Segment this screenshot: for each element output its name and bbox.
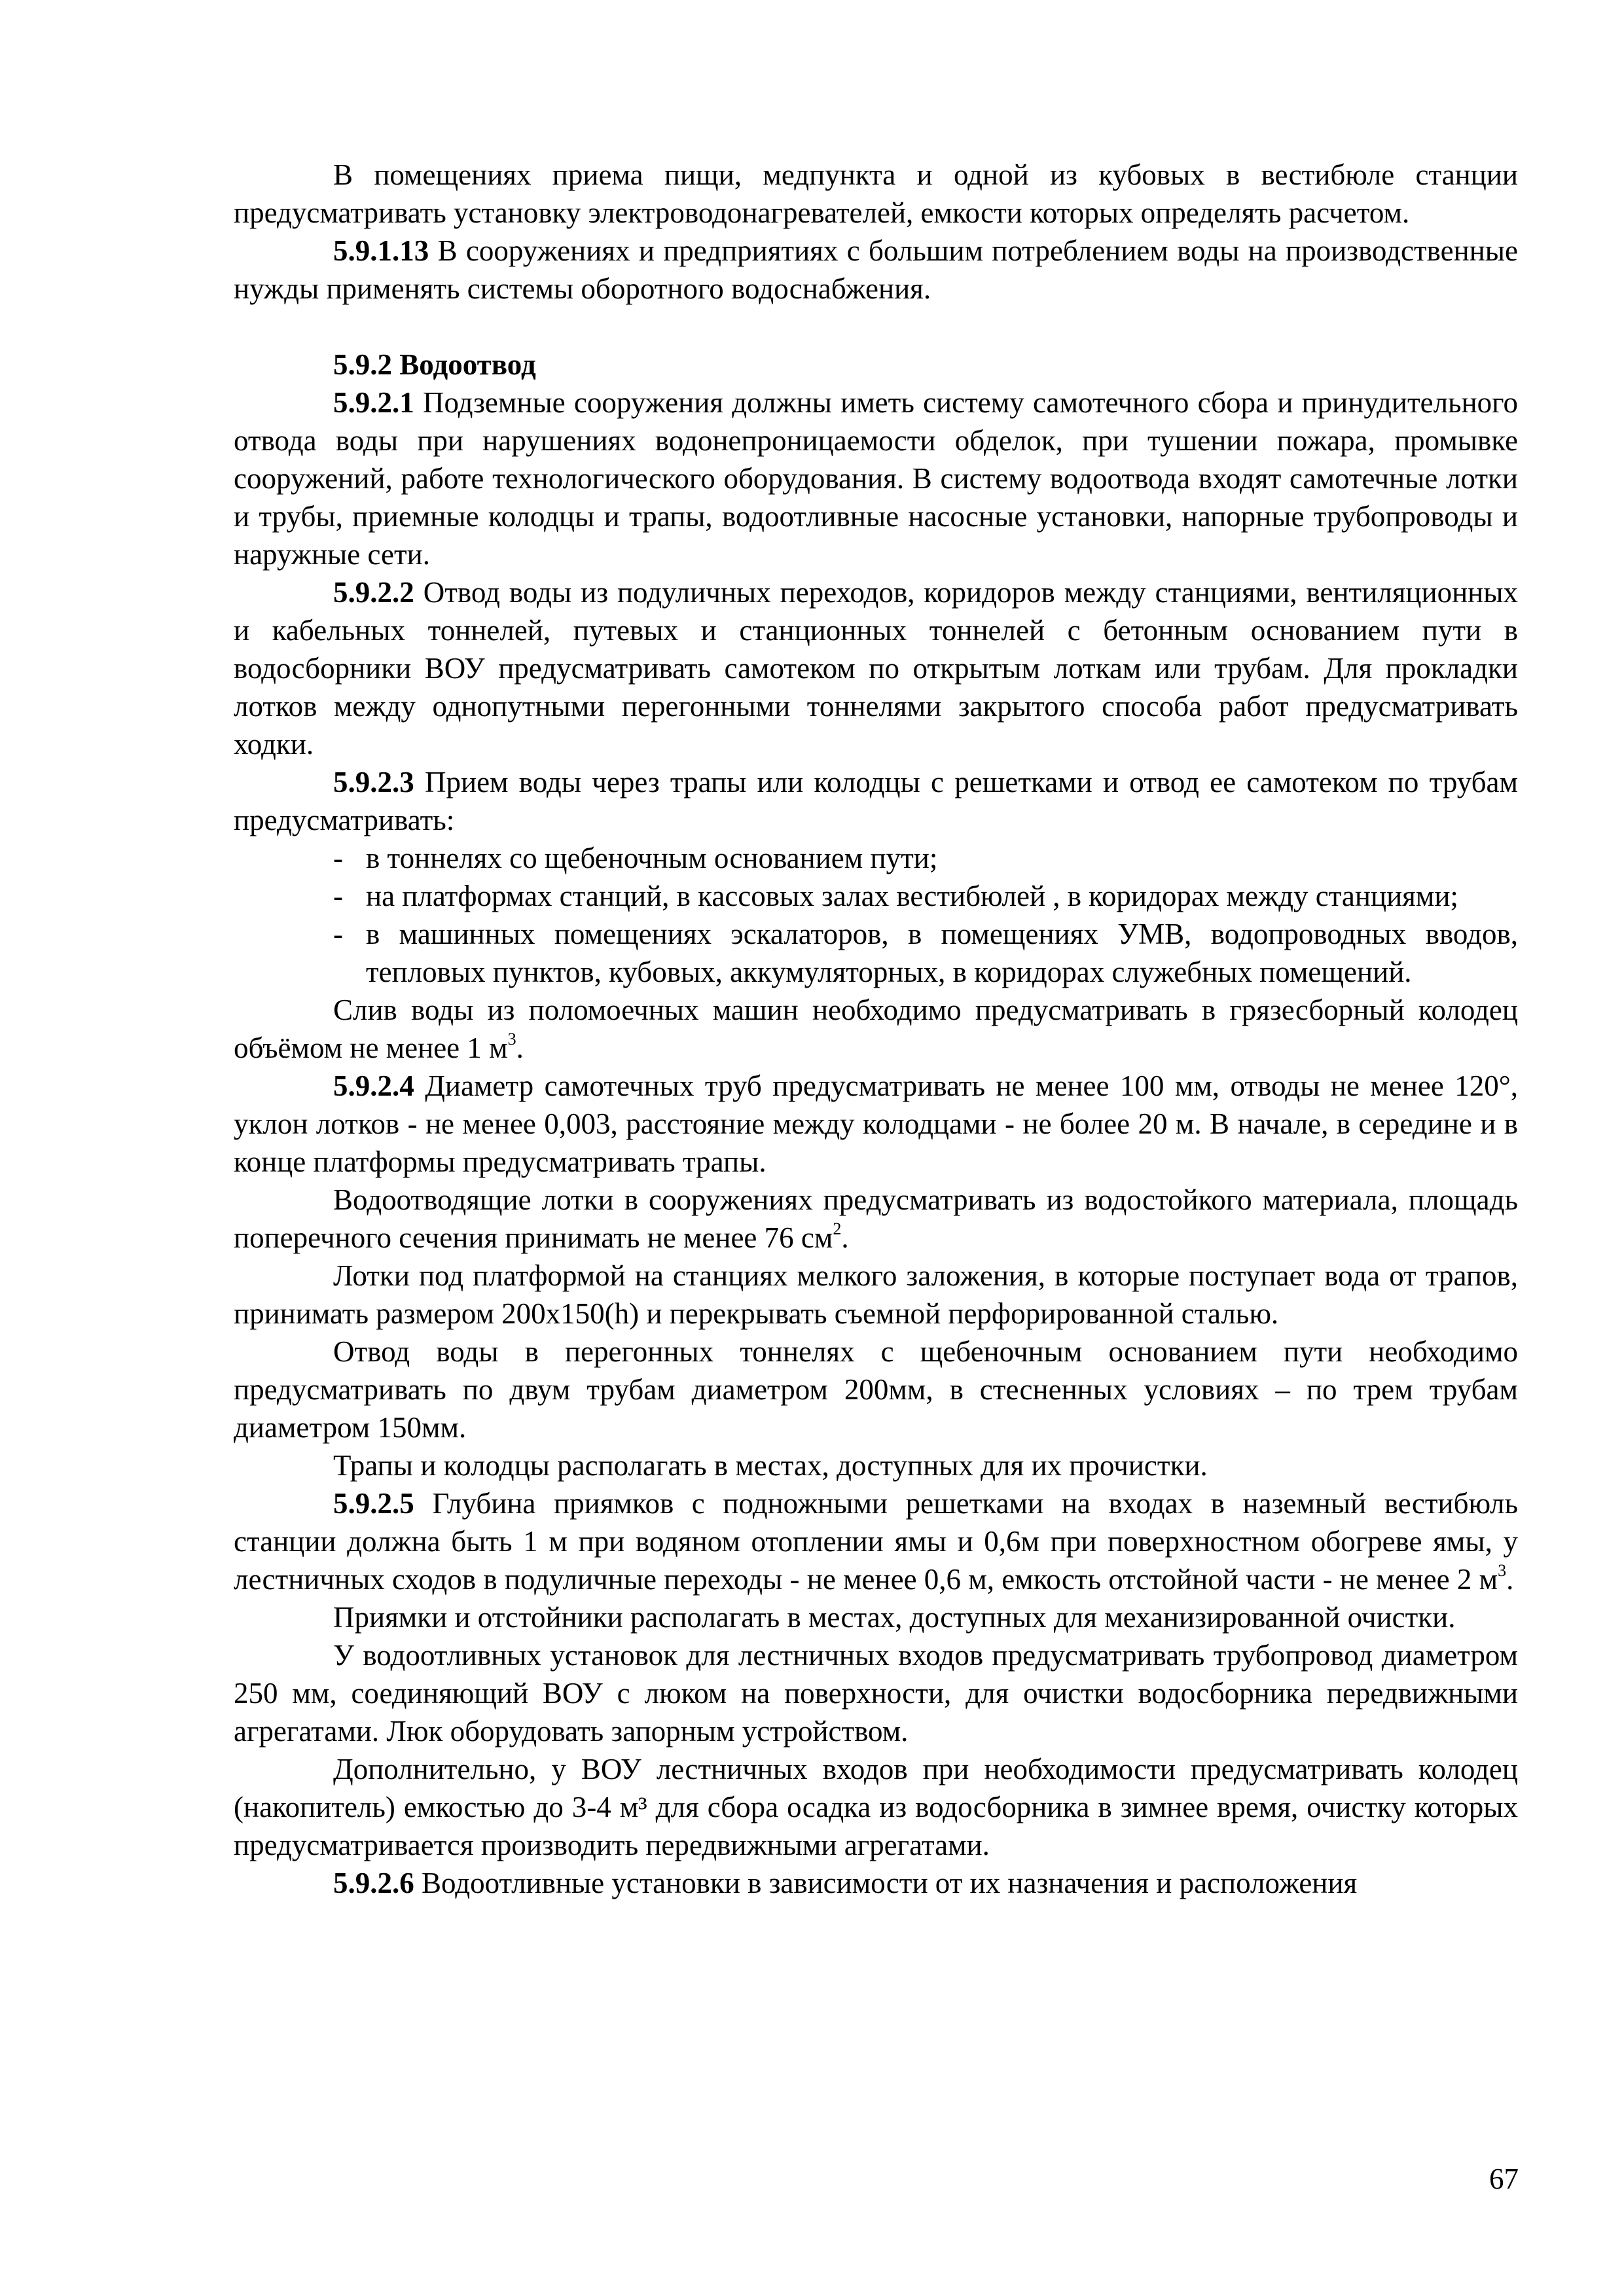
clause-number: 5.9.2.4 [333,1069,414,1102]
paragraph: Трапы и колодцы располагать в местах, доступных для их прочистки. [333,1449,1208,1482]
clause-text: Глубина приямков с подножными решетками на входах в наземный вестибюль станции должна быть 1 м при водяном отоплении ямы и 0,6м при поверхностном обогреве ямы, у лестничных сходов в подуличные переходы - не менее 0,6 м, емкость отстойной части - не менее 2 м [234,1487,1518,1596]
paragraph-5-9-2-4 [234,1067,1518,1181]
superscript: 2 [833,1219,842,1238]
clause-text: Подземные сооружения должны иметь систему самотечного сбора и принудительного отвода воды при нарушениях водонепроницаемости обделок, при тушении пожара, промывке сооружений, работе технологического оборудования. В систему водоотвода входят самотечные лотки и трубы, приемные колодцы и трапы, водоотливные насосные установки, напорные трубопроводы и наружные сети. [234,386,1518,571]
list-item: - в тоннелях со щебеночным основанием пути; [234,839,1518,877]
clause-number: 5.9.1.13 [333,234,429,267]
list-item: - на платформах станций, в кассовых залах вестибюлей , в коридорах между станциями; [234,877,1518,915]
clause-number: 5.9.2.6 [333,1867,414,1899]
clause-text: Водоотливные установки в зависимости от их назначения и расположения [414,1867,1358,1899]
clause-text: Прием воды через трапы или колодцы с решетками и отвод ее самотеком по трубам предусматривать: [234,766,1518,836]
paragraph-end: . [516,1031,524,1064]
paragraph [234,991,1518,1067]
paragraph: Дополнительно, у ВОУ лестничных входов при необходимости предусматривать колодец (накопитель) емкостью до 3-4 м³ для сбора осадка из водосборника в зимнее время, очистку которых предусматривается производить передвижными агрегатами. [234,1753,1518,1861]
paragraph-5-9-1-13 [234,232,1518,308]
list-item: - в машинных помещениях эскалаторов, в помещениях УМВ, водопроводных вводов, тепловых пунктов, кубовых, аккумуляторных, в коридорах служебных помещений. [234,915,1518,991]
paragraph-text: Слив воды из поломоечных машин необходимо предусматривать в грязесборный колодец объёмом не менее 1 м [234,994,1518,1064]
paragraph: Приямки и отстойники располагать в местах, доступных для механизированной очистки. [333,1601,1456,1634]
paragraph-5-9-2-6 [234,1864,1518,1902]
paragraph: Отвод воды в перегонных тоннелях с щебеночным основанием пути необходимо предусматривать по двум трубам диаметром 200мм, в стесненных условиях – по трем трубам диаметром 150мм. [234,1335,1518,1444]
page-number: 67 [1489,2162,1519,2195]
superscript: 3 [1498,1561,1507,1580]
paragraph-5-9-2-3 [234,763,1518,839]
clause-text: В сооружениях и предприятиях с большим потреблением воды на производственные нужды применять системы оборотного водоснабжения. [234,234,1518,305]
dash-list [234,839,1518,991]
paragraph-text: Водоотводящие лотки в сооружениях предусматривать из водостойкого материала, площадь поперечного сечения принимать не менее 76 см [234,1183,1518,1254]
section-heading: 5.9.2 Водоотвод [333,348,536,381]
clause-text: Диаметр самотечных труб предусматривать не менее 100 мм, отводы не менее 120°, уклон лотков - не менее 0,003, расстояние между колодцами - не более 20 м. В начале, в середине и в конце платформы предусматривать трапы. [234,1069,1518,1178]
paragraph-5-9-2-2 [234,573,1518,763]
paragraph-5-9-2-5 [234,1484,1518,1598]
paragraph-end: . [841,1221,849,1254]
paragraph: Лотки под платформой на станциях мелкого заложения, в которые поступает вода от трапов, принимать размером 200х150(h) и перекрывать съемной перфорированной сталью. [234,1259,1518,1330]
paragraph: В помещениях приема пищи, медпункта и одной из кубовых в вестибюле станции предусматривать установку электроводонагревателей, емкости которых определять расчетом. [234,158,1518,229]
paragraph-end: . [1506,1563,1514,1596]
clause-number: 5.9.2.5 [333,1487,414,1520]
clause-number: 5.9.2.1 [333,386,414,419]
document-body [234,156,1518,1902]
paragraph [234,1181,1518,1257]
clause-number: 5.9.2.3 [333,766,414,798]
superscript: 3 [507,1030,516,1049]
paragraph-5-9-2-1 [234,384,1518,573]
paragraph: У водоотливных установок для лестничных входов предусматривать трубопровод диаметром 250 мм, соединяющий ВОУ с люком на поверхности, для очистки водосборника передвижными агрегатами. Люк оборудовать запорным устройством. [234,1639,1518,1748]
clause-number: 5.9.2.2 [333,576,414,609]
clause-text: Отвод воды из подуличных переходов, коридоров между станциями, вентиляционных и кабельных тоннелей, путевых и станционных тоннелей с бетонным основанием пути в водосборники ВОУ предусматривать самотеком по открытым лоткам или трубам. Для прокладки лотков между однопутными перегонными тоннелями закрытого способа работ предусматривать ходки. [234,576,1518,761]
